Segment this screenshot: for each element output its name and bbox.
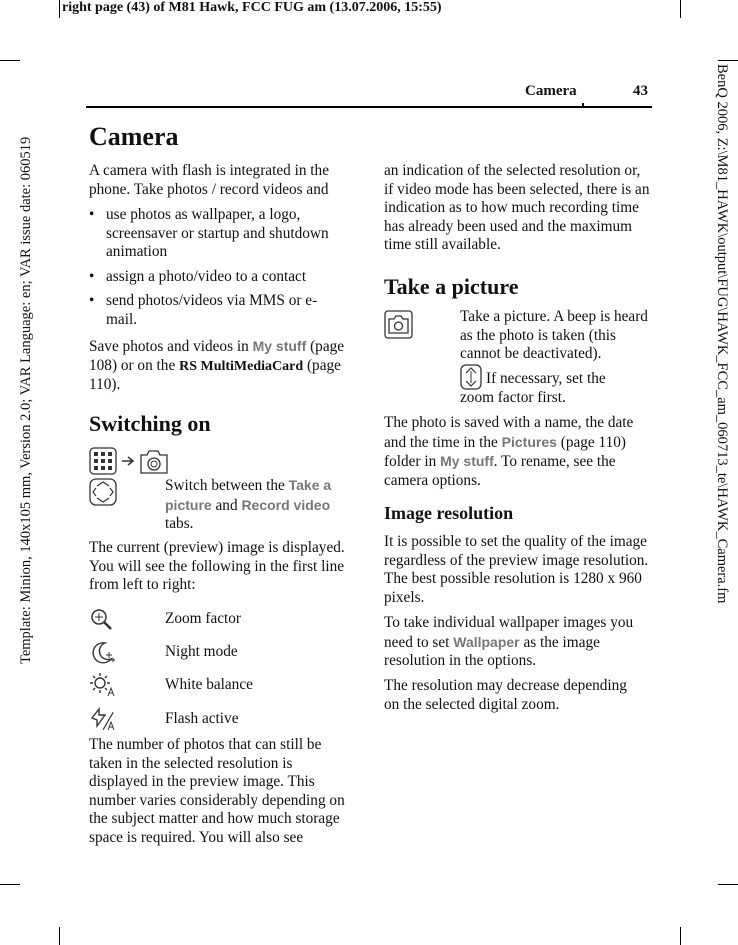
- take-a-picture-heading: Take a picture: [384, 274, 519, 299]
- feature-list: [89, 206, 353, 336]
- indicator-label-night-mode: Night mode: [165, 643, 238, 660]
- crop-mark: [0, 60, 20, 61]
- zoom-icon: [89, 608, 117, 632]
- rs-card-term: RS MultiMediaCard: [179, 358, 304, 374]
- saved-paragraph: The photo is saved with a name, the date and the time in the Pictures (page 110) folder in My stuff. To rename, see the camera options.: [384, 414, 634, 489]
- left-margin-text: Template: Minion, 140x105 mm, Version 2.0; VAR Language: en; VAR issue date: 060519: [18, 136, 34, 664]
- record-video-term: Record video: [241, 496, 331, 513]
- print-header-rest: of M81 Hawk, FCC FUG am (13.07.2006, 15:55): [149, 0, 442, 15]
- white-balance-icon: [89, 672, 117, 698]
- crop-mark: [59, 0, 60, 18]
- image-resolution-heading: Image resolution: [384, 503, 514, 523]
- number-paragraph: The number of photos that can still be taken in the selected resolution is displayed in the preview image. This number varies considerably depending on the subject matter and how much storage space is required. You will also see: [89, 736, 345, 846]
- resolution-indication-paragraph: an indication of the selected resolution or, if video mode has been selected, there is an indication as to how much recording time has already been used and the maximum time still available.: [384, 162, 650, 254]
- save-paragraph: Save photos and videos in My stuff (page 108) or on the RS MultiMediaCard (page 110).: [89, 338, 345, 394]
- switch-tabs-text: Switch between the Take a picture and Record video tabs.: [165, 477, 332, 533]
- resolution-paragraph-2: To take individual wallpaper images you need to set Wallpaper as the image resolution in the options.: [384, 614, 634, 670]
- indicator-label-white-balance: White balance: [165, 676, 253, 693]
- navigation-key-icon: [89, 478, 119, 508]
- wallpaper-term: Wallpaper: [453, 633, 520, 650]
- list-item: • assign a photo/video to a contact: [89, 268, 353, 287]
- right-margin-text: BenQ 2006, Z:\M81_HAWK\output\FUG\HAWK_FCC_am_060713_te\HAWK_Camera.fm: [714, 64, 730, 604]
- menu-grid-icon: [89, 446, 177, 476]
- print-header: [62, 0, 442, 16]
- zoom-hint-text: If necessary, set the zoom factor first.: [460, 370, 606, 406]
- resolution-paragraph-3: The resolution may decrease depending on the selected digital zoom.: [384, 677, 627, 713]
- take-a-picture-term: Take a picture: [165, 477, 332, 513]
- running-section-title: Camera: [525, 83, 577, 99]
- preview-paragraph: The current (preview) image is displayed. You will see the following in the first line from left to right:: [89, 539, 345, 594]
- header-rule: [86, 106, 652, 108]
- list-item: • use photos as wallpaper, a logo, screensaver or startup and shutdown animation: [89, 206, 353, 262]
- page-number: 43: [633, 83, 648, 99]
- crop-mark: [0, 884, 20, 885]
- switching-on-heading: Switching on: [89, 411, 211, 436]
- flash-icon: [89, 704, 117, 732]
- take-picture-text: Take a picture. A beep is heard as the photo is taken (this cannot be deactivated).: [460, 308, 648, 363]
- my-stuff-term: My stuff: [440, 453, 494, 470]
- indicator-label-flash: Flash active: [165, 710, 239, 727]
- crop-mark: [680, 927, 681, 945]
- indicator-label-zoom: Zoom factor: [165, 610, 242, 627]
- night-mode-icon: [89, 640, 117, 666]
- my-stuff-term: My stuff: [252, 338, 307, 354]
- intro-paragraph: A camera with flash is integrated in the phone. Take photos / record videos and: [89, 162, 329, 198]
- camera-key-icon: [384, 310, 414, 340]
- resolution-paragraph-1: It is possible to set the quality of the image regardless of the preview image resolution. The best possible resolution is 1280 x 960 pixels.: [384, 533, 649, 606]
- crop-mark: [680, 0, 681, 18]
- crop-mark: [59, 927, 60, 945]
- list-item: • send photos/videos via MMS or e-mail.: [89, 292, 353, 329]
- print-header-prefix: right page (43): [62, 0, 150, 15]
- crop-mark: [718, 60, 738, 61]
- header-rule-mark: [582, 103, 584, 108]
- crop-mark: [718, 884, 738, 885]
- pictures-term: Pictures: [501, 433, 557, 450]
- page-title: Camera: [89, 122, 179, 151]
